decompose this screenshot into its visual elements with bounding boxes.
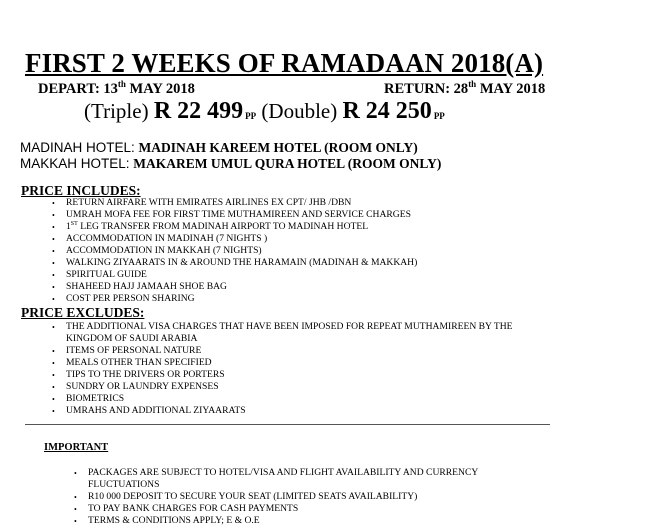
double-label: (Double) bbox=[256, 99, 343, 123]
list-item: • TO PAY BANK CHARGES FOR CASH PAYMENTS bbox=[74, 503, 299, 514]
price-includes-list bbox=[52, 197, 418, 305]
pp-label: PP bbox=[433, 111, 445, 121]
list-item: • SUNDRY OR LAUNDRY EXPENSES bbox=[52, 381, 219, 392]
divider bbox=[25, 424, 550, 425]
list-item: • 1ST LEG TRANSFER FROM MADINAH AIRPORT TO MADINAH HOTEL bbox=[52, 221, 369, 232]
list-item: • UMRAHS AND ADDITIONAL ZIYAARATS bbox=[52, 405, 246, 416]
list-item: • ACCOMMODATION IN MADINAH (7 NIGHTS ) bbox=[52, 233, 268, 244]
depart-date: DEPART: 13th MAY 2018 bbox=[38, 79, 195, 97]
document-title: FIRST 2 WEEKS OF RAMADAAN 2018(A) bbox=[25, 48, 544, 78]
price-excludes-heading: PRICE EXCLUDES: bbox=[21, 305, 145, 320]
list-item: • R10 000 DEPOSIT TO SECURE YOUR SEAT (LIMITED SEATS AVAILABILITY) bbox=[74, 491, 418, 502]
list-item: • RETURN AIRFARE WITH EMIRATES AIRLINES EX CPT/ JHB /DBN bbox=[52, 197, 352, 208]
important-heading: IMPORTANT bbox=[44, 442, 109, 453]
madinah-hotel: MADINAH HOTEL: MADINAH KAREEM HOTEL (ROOM ONLY) bbox=[20, 140, 418, 155]
list-item: • SPIRITUAL GUIDE bbox=[52, 269, 147, 280]
list-item: • WALKING ZIYAARATS IN & AROUND THE HARAMAIN (MADINAH & MAKKAH) bbox=[52, 257, 418, 268]
important-list bbox=[74, 467, 479, 527]
list-item: KINGDOM OF SAUDI ARABIA bbox=[66, 333, 198, 344]
list-item: • THE ADDITIONAL VISA CHARGES THAT HAVE BEEN IMPOSED FOR REPEAT MUTHAMIREEN BY THE bbox=[52, 321, 513, 332]
makkah-hotel: MAKKAH HOTEL: MAKAREM UMUL QURA HOTEL (ROOM ONLY) bbox=[20, 156, 442, 171]
price-excludes-list bbox=[52, 321, 513, 417]
list-item: • MEALS OTHER THAN SPECIFIED bbox=[52, 357, 212, 368]
list-item: • TERMS & CONDITIONS APPLY; E & O.E bbox=[74, 515, 260, 526]
list-item: • SHAHEED HAJJ JAMAAH SHOE BAG bbox=[52, 281, 227, 292]
list-item: • TIPS TO THE DRIVERS OR PORTERS bbox=[52, 369, 225, 380]
triple-label: (Triple) bbox=[84, 99, 154, 123]
list-item: FLUCTUATIONS bbox=[88, 479, 160, 490]
list-item: • COST PER PERSON SHARING bbox=[52, 293, 195, 304]
price-line bbox=[84, 98, 445, 125]
triple-price: R 22 499 bbox=[153, 98, 244, 124]
list-item: • PACKAGES ARE SUBJECT TO HOTEL/VISA AND FLIGHT AVAILABILITY AND CURRENCY bbox=[74, 467, 479, 478]
list-item: • BIOMETRICS bbox=[52, 393, 125, 404]
double-price: R 24 250 bbox=[342, 98, 432, 124]
list-item: • UMRAH MOFA FEE FOR FIRST TIME MUTHAMIREEN AND SERVICE CHARGES bbox=[52, 209, 411, 220]
return-date: RETURN: 28th MAY 2018 bbox=[384, 79, 546, 97]
list-item: • ACCOMMODATION IN MAKKAH (7 NIGHTS) bbox=[52, 245, 262, 256]
price-includes-heading: PRICE INCLUDES: bbox=[21, 183, 141, 198]
list-item: • ITEMS OF PERSONAL NATURE bbox=[52, 345, 202, 356]
pp-label: PP bbox=[245, 111, 257, 121]
